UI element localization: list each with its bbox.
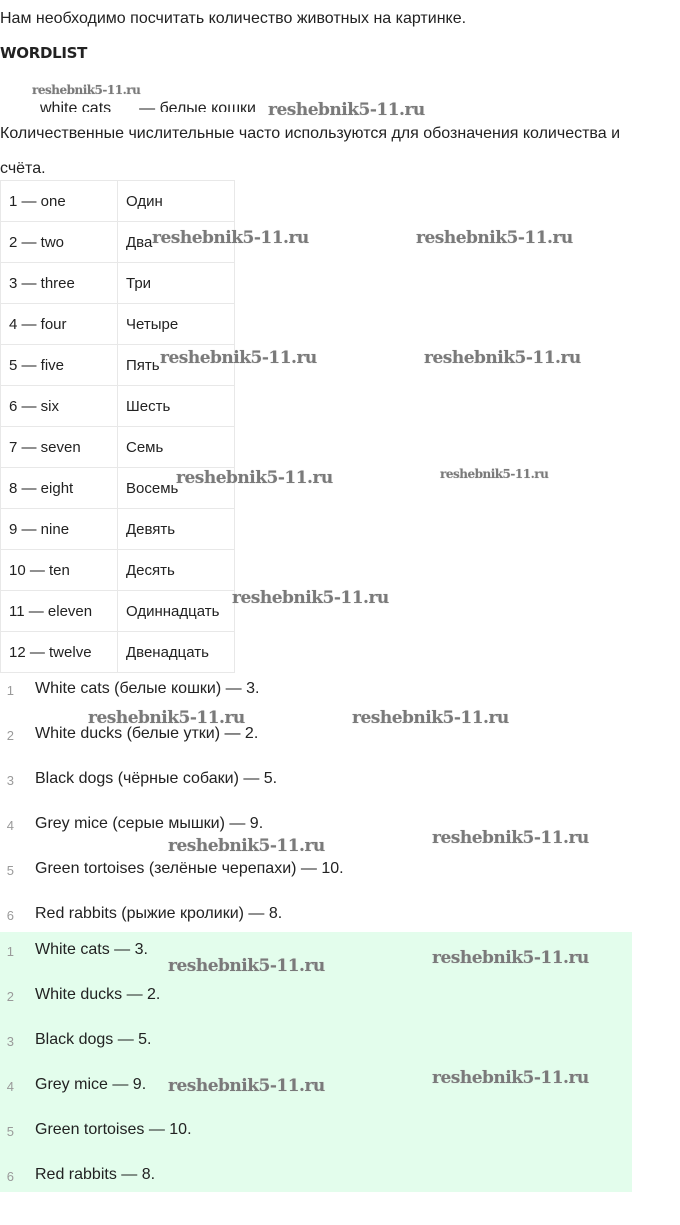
watermark: reshebnik5-11.ru <box>168 1076 325 1096</box>
list-item-text: White ducks — 2. <box>35 986 161 1003</box>
table-cell-en: 6 — six <box>1 386 118 427</box>
intro-text: Нам необходимо посчитать количество животных на картинке. <box>0 10 467 27</box>
list-item-text: Red rabbits — 8. <box>35 1166 156 1183</box>
table-cell-ru: Пять <box>118 345 235 386</box>
list-item <box>0 667 632 712</box>
list-item-number: 2 <box>6 728 14 743</box>
table-row <box>1 509 235 550</box>
watermark: reshebnik5-11.ru <box>424 348 581 368</box>
watermark: reshebnik5-11.ru <box>352 708 509 728</box>
wordlist-entry-partial <box>40 98 256 112</box>
table-cell-ru: Один <box>118 181 235 222</box>
table-cell-ru: Десять <box>118 550 235 591</box>
list-item-number: 5 <box>6 863 14 878</box>
table-cell-en: 5 — five <box>1 345 118 386</box>
table-row <box>1 263 235 304</box>
table-cell-en: 10 — ten <box>1 550 118 591</box>
watermark: reshebnik5-11.ru <box>88 708 245 728</box>
watermark: reshebnik5-11.ru <box>232 588 389 608</box>
watermark: reshebnik5-11.ru <box>176 468 333 488</box>
list-item-text: Red rabbits (рыжие кролики) — 8. <box>35 905 283 922</box>
table-cell-ru: Два <box>118 222 235 263</box>
table-row <box>1 550 235 591</box>
list-item-text: Black dogs (чёрные собаки) — 5. <box>35 770 278 787</box>
table-cell-ru: Одиннадцать <box>118 591 235 632</box>
watermark: reshebnik5-11.ru <box>432 1068 589 1088</box>
table-cell-en: 9 — nine <box>1 509 118 550</box>
wordlist-entry-en: white cats <box>40 100 112 112</box>
watermark: reshebnik5-11.ru <box>152 228 309 248</box>
list-item-text: Grey mice — 9. <box>35 1076 147 1093</box>
list-item-text: Black dogs — 5. <box>35 1031 152 1048</box>
table-cell-ru: Четыре <box>118 304 235 345</box>
table-cell-en: 1 — one <box>1 181 118 222</box>
numerals-paragraph: Количественные числительные часто используются для обозначения количества и счёта. <box>0 125 621 177</box>
table-cell-ru: Девять <box>118 509 235 550</box>
list-item-number: 6 <box>6 1169 14 1184</box>
table-cell-en: 7 — seven <box>1 427 118 468</box>
table-cell-ru: Семь <box>118 427 235 468</box>
watermark: reshebnik5-11.ru <box>168 956 325 976</box>
list-item-text: White cats (белые кошки) — 3. <box>35 680 260 697</box>
table-row <box>1 427 235 468</box>
table-cell-ru: Шесть <box>118 386 235 427</box>
list-item-number: 4 <box>6 818 14 833</box>
list-item-number: 1 <box>6 944 14 959</box>
list-item-number: 4 <box>6 1079 14 1094</box>
list-item-number: 6 <box>6 908 14 923</box>
watermark: reshebnik5-11.ru <box>268 100 425 120</box>
list-item <box>0 1018 632 1063</box>
list-item-number: 3 <box>6 1034 14 1049</box>
list-item-text: White ducks (белые утки) — 2. <box>35 725 259 742</box>
list-item-number: 3 <box>6 773 14 788</box>
list-item <box>0 757 632 802</box>
list-item-text: White cats — 3. <box>35 941 148 958</box>
list-item-number: 2 <box>6 989 14 1004</box>
watermark: reshebnik5-11.ru <box>32 83 141 97</box>
wordlist-entry-ru: — белые кошки <box>139 100 256 112</box>
table-row <box>1 386 235 427</box>
table-cell-en: 4 — four <box>1 304 118 345</box>
list-item <box>0 1108 632 1153</box>
numbers-table <box>0 180 235 673</box>
table-cell-en: 8 — eight <box>1 468 118 509</box>
watermark: reshebnik5-11.ru <box>168 836 325 856</box>
table-cell-ru: Три <box>118 263 235 304</box>
table-row <box>1 591 235 632</box>
list-item-text: Green tortoises (зелёные черепахи) — 10. <box>35 860 344 877</box>
watermark: reshebnik5-11.ru <box>160 348 317 368</box>
list-item-number: 1 <box>6 683 14 698</box>
table-cell-ru: Восемь <box>118 468 235 509</box>
table-cell-ru: Двенадцать <box>118 632 235 673</box>
list-item-number: 5 <box>6 1124 14 1139</box>
watermark: reshebnik5-11.ru <box>416 228 573 248</box>
table-row <box>1 304 235 345</box>
list-item-text: Grey mice (серые мышки) — 9. <box>35 815 264 832</box>
list-item-text: Green tortoises — 10. <box>35 1121 192 1138</box>
table-cell-en: 3 — three <box>1 263 118 304</box>
list-item <box>0 1153 632 1198</box>
watermark: reshebnik5-11.ru <box>432 828 589 848</box>
watermark: reshebnik5-11.ru <box>440 467 549 481</box>
table-cell-en: 11 — eleven <box>1 591 118 632</box>
watermark: reshebnik5-11.ru <box>432 948 589 968</box>
table-cell-en: 2 — two <box>1 222 118 263</box>
table-row <box>1 181 235 222</box>
table-cell-en: 12 — twelve <box>1 632 118 673</box>
list-item <box>0 973 632 1018</box>
wordlist-heading: WORDLIST <box>0 44 88 62</box>
